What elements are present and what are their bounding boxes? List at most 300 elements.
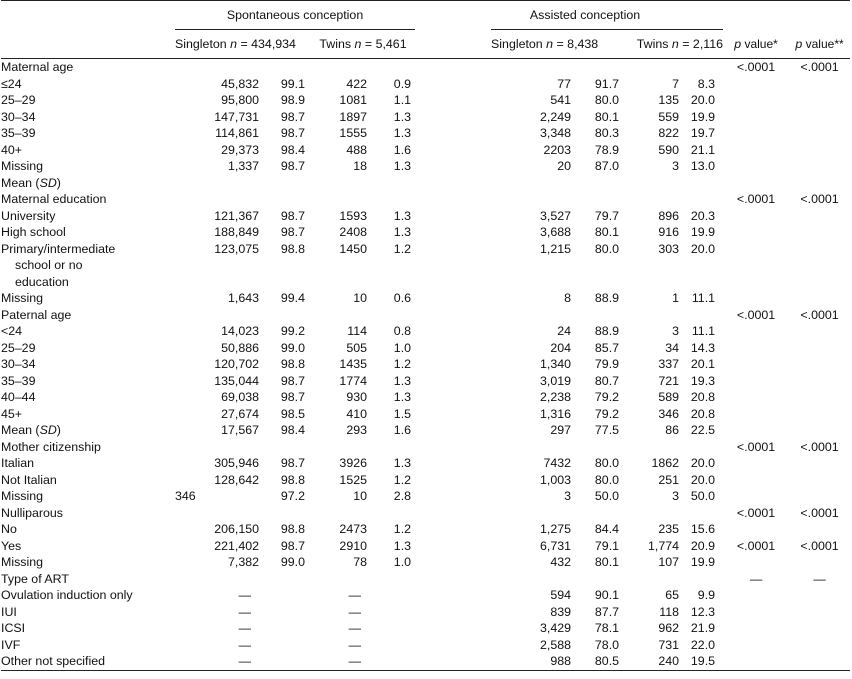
cell-as-twins-n: 3 <box>672 159 680 173</box>
cell-as-singleton-pct: 77.5 <box>594 423 620 437</box>
cell-as-twins-n: 7 <box>672 76 680 91</box>
table-row <box>1 637 850 654</box>
row-label: 25–29 <box>1 93 36 107</box>
cell-sp-twins-n: 2408 <box>339 225 367 239</box>
cell-sp-singleton-n: 305,946 <box>214 456 259 470</box>
cell-sp-twins-n: 410 <box>346 406 367 421</box>
table-row <box>1 323 850 340</box>
table-row <box>1 521 850 538</box>
row-label: 30–34 <box>1 357 36 371</box>
table-row <box>1 587 850 604</box>
p-value-star: <.0001 <box>736 439 776 454</box>
cell-as-singleton-pct: 88.9 <box>594 291 620 305</box>
cell-as-singleton-n: 1,340 <box>540 357 572 371</box>
cell-sp-singleton-pct <box>259 653 311 670</box>
cell-sp-singleton-n: 120,702 <box>214 357 259 371</box>
row-label: Missing <box>1 555 43 569</box>
cell-as-twins-n: 559 <box>658 109 680 124</box>
cell-sp-twins-pct: 1.6 <box>393 423 412 437</box>
cell-sp-singleton-pct: 98.4 <box>280 423 305 437</box>
row-label: University <box>1 208 56 223</box>
cell-as-twins-n: 251 <box>658 472 680 487</box>
cell-as-singleton-n: 204 <box>550 340 572 355</box>
cell-as-twins-pct: 11.1 <box>691 291 716 305</box>
cell-as-twins-pct: 22.5 <box>690 423 716 437</box>
cell-sp-singleton-n: 69,038 <box>221 390 259 404</box>
cell-sp-singleton-pct: 99.0 <box>280 340 305 355</box>
table-row <box>1 389 850 406</box>
cell-as-twins-n: 1,774 <box>648 538 680 553</box>
cell-sp-singleton-n: 135,044 <box>214 373 259 388</box>
cell-sp-twins-n: 1593 <box>339 208 367 223</box>
cell-as-singleton-n: 988 <box>491 653 571 670</box>
p-value-double-star: <.0001 <box>800 439 839 454</box>
cell-sp-twins-n: 3926 <box>339 456 367 470</box>
cell-sp-twins-pct: 1.1 <box>393 93 412 107</box>
table-row <box>1 290 850 307</box>
section-label: Maternal age <box>1 60 74 74</box>
cell-as-singleton-pct: 80.7 <box>594 373 620 388</box>
cell-as-singleton-pct: 80.3 <box>594 126 620 140</box>
cell-as-singleton-pct: 80.1 <box>594 109 620 124</box>
cell-sp-twins-n: 1555 <box>339 126 367 140</box>
row-label: 40+ <box>1 142 23 157</box>
cell-sp-twins-pct: 0.9 <box>393 76 412 91</box>
cell-as-twins-pct: 19.5 <box>679 653 723 670</box>
table-row <box>1 455 850 472</box>
cell-sp-twins-n: — <box>311 653 367 670</box>
table-row <box>1 538 850 555</box>
cell-as-singleton-pct: 79.9 <box>594 357 620 371</box>
cell-sp-twins-n: 10 <box>353 291 367 305</box>
cell-sp-singleton-pct: 99.2 <box>280 324 305 338</box>
p-value-star: <.0001 <box>736 192 776 206</box>
table-row <box>1 241 850 291</box>
table-row <box>1 175 850 192</box>
cell-as-twins-pct: 13.0 <box>690 159 716 173</box>
table-row <box>1 158 850 175</box>
row-label: Missing <box>1 489 43 503</box>
cell-as-twins-pct: 19.7 <box>690 126 716 140</box>
cell-sp-singleton-pct: 98.7 <box>280 208 305 223</box>
cell-sp-singleton-n: 17,567 <box>221 423 259 437</box>
cell-as-singleton-n: 7432 <box>543 456 572 470</box>
cell-sp-twins-n: 2473 <box>339 522 367 536</box>
cell-as-twins-n: 135 <box>658 93 680 107</box>
cell-sp-twins-n: 488 <box>346 142 367 157</box>
p-value-double-star: <.0001 <box>800 60 839 74</box>
cell-sp-singleton-pct: 98.8 <box>280 241 305 256</box>
p-value-star: <.0001 <box>736 60 776 74</box>
cell-as-singleton-n: 1,275 <box>540 522 572 536</box>
cell-sp-singleton-pct: 99.1 <box>280 76 305 91</box>
cell-as-twins-n: 65 <box>665 588 680 602</box>
cell-sp-singleton-n: 147,731 <box>214 109 259 124</box>
cell-as-twins-pct: 20.0 <box>690 456 716 470</box>
cell-sp-twins-pct: 1.3 <box>393 109 412 124</box>
cell-sp-singleton-n: 206,150 <box>214 522 259 536</box>
cell-sp-singleton-pct: 98.7 <box>280 456 305 470</box>
cell-sp-twins-pct <box>367 620 415 637</box>
cell-sp-twins-pct: 1.6 <box>393 142 412 157</box>
cell-sp-singleton-pct: 98.7 <box>280 373 305 388</box>
row-label: Other not specified <box>1 653 175 670</box>
p-value-double-star: — <box>813 571 826 586</box>
cell-sp-singleton-n: 188,849 <box>214 225 259 239</box>
cell-as-singleton-pct: 90.1 <box>594 588 620 602</box>
cell-as-singleton-n: 541 <box>550 93 572 107</box>
cell-as-singleton-n: 2,249 <box>540 109 572 124</box>
cell-as-singleton-n: 594 <box>550 588 572 602</box>
cell-sp-singleton-n: 346 <box>175 489 196 503</box>
cell-as-singleton-n: 8 <box>564 291 572 305</box>
cell-as-twins-n: 235 <box>658 522 680 536</box>
row-label: High school <box>1 225 66 239</box>
table-row <box>1 125 850 142</box>
table-row <box>1 620 850 637</box>
row-label: No <box>1 522 17 536</box>
cell-sp-twins-n: 1435 <box>339 357 367 371</box>
p-value-double-star: <.0001 <box>800 505 839 520</box>
cell-sp-twins-pct: 1.2 <box>393 522 412 536</box>
p-value-star: <.0001 <box>736 538 776 553</box>
cell-as-twins-n: 3 <box>672 489 680 503</box>
cell-sp-singleton-n: 114,861 <box>215 126 259 140</box>
cell-as-twins-pct: 20.3 <box>690 208 716 223</box>
cell-as-singleton-n: 1,003 <box>540 472 572 487</box>
cell-as-twins-pct: 20.8 <box>690 390 716 404</box>
row-label: <24 <box>1 324 23 338</box>
cell-sp-singleton-n: 7,382 <box>227 555 259 569</box>
row-label-continuation: school or no <box>15 258 83 272</box>
cell-sp-twins-n: 930 <box>346 390 367 404</box>
cell-sp-singleton-n: 128,642 <box>214 472 259 487</box>
row-label-continuation: education <box>15 274 69 289</box>
cell-as-twins-pct: 19.3 <box>690 373 716 388</box>
row-label: IVF <box>1 637 21 652</box>
cell-sp-singleton-n: 27,674 <box>221 406 259 421</box>
cell-sp-singleton-pct: 98.8 <box>280 522 305 536</box>
cell-as-singleton-n: 2203 <box>543 142 572 157</box>
table-body <box>1 59 850 671</box>
cell-as-singleton-pct: 80.5 <box>571 653 625 670</box>
cell-as-twins-n: 1 <box>672 291 680 305</box>
row-label: Not Italian <box>1 472 57 487</box>
cell-sp-singleton-n: 50,886 <box>221 340 259 355</box>
cell-sp-singleton-pct: 98.9 <box>280 93 305 107</box>
cell-sp-singleton-n: — <box>238 637 251 652</box>
cell-as-twins-pct: 8.3 <box>697 76 716 91</box>
cell-as-twins-pct: 15.6 <box>690 522 716 536</box>
cell-as-twins-pct: 19.9 <box>690 555 716 569</box>
row-label: 35–39 <box>1 373 36 388</box>
cell-sp-twins-n: — <box>348 637 361 652</box>
table-row <box>1 554 850 571</box>
cell-sp-twins-n: 10 <box>353 489 367 503</box>
cell-as-twins-n: 1862 <box>651 456 680 470</box>
cell-sp-singleton-pct: 98.4 <box>280 142 305 157</box>
cell-as-twins-pct: 50.0 <box>690 489 716 503</box>
cell-sp-singleton-n: 1,337 <box>227 159 259 173</box>
cell-sp-singleton-n: 14,023 <box>221 324 259 338</box>
cell-as-singleton-n: 3,348 <box>540 126 572 140</box>
cell-sp-twins-n: 78 <box>353 555 367 569</box>
cell-sp-singleton-pct: 98.7 <box>280 126 305 140</box>
cell-sp-twins-pct: 1.3 <box>393 159 412 173</box>
row-label: Yes <box>1 538 22 553</box>
cell-sp-twins-pct: 1.2 <box>393 472 412 487</box>
cell-sp-twins-pct: 1.0 <box>393 340 412 355</box>
cell-sp-twins-pct <box>367 604 415 621</box>
cell-sp-twins-pct: 1.3 <box>393 225 412 239</box>
cell-as-twins-pct: 20.0 <box>690 472 716 487</box>
cell-as-singleton-pct: 91.7 <box>594 76 620 91</box>
table-row <box>1 373 850 390</box>
group-spontaneous: Spontaneous conception <box>226 8 364 22</box>
cell-sp-twins-n: 293 <box>346 423 367 437</box>
cell-sp-twins-pct <box>367 587 415 604</box>
cell-as-singleton-pct: 84.4 <box>594 522 620 536</box>
cell-as-twins-pct: 19.9 <box>690 225 716 239</box>
cell-as-singleton-pct: 79.2 <box>594 390 620 404</box>
table-row <box>1 472 850 489</box>
section-label: Type of ART <box>1 571 69 586</box>
cell-sp-twins-pct: 1.3 <box>393 390 412 404</box>
cell-as-singleton-n: 3,527 <box>540 208 572 223</box>
cell-as-twins-n: 896 <box>658 208 680 223</box>
cell-sp-singleton-n: — <box>238 588 251 602</box>
row-label: Mean (SD) <box>1 423 61 437</box>
table-row <box>1 76 850 93</box>
table-row <box>1 340 850 357</box>
cell-sp-twins-pct: 1.3 <box>393 126 412 140</box>
cell-as-singleton-pct: 78.9 <box>594 142 620 157</box>
cell-sp-twins-n: 1774 <box>339 373 367 388</box>
cell-as-singleton-pct: 80.0 <box>594 93 620 107</box>
cell-as-singleton-pct: 80.0 <box>594 456 620 470</box>
cell-as-singleton-n: 1,316 <box>540 406 572 421</box>
cell-as-singleton-pct: 88.9 <box>594 324 620 338</box>
cell-as-singleton-n: 2,238 <box>540 390 572 404</box>
cell-sp-twins-n: 422 <box>346 76 367 91</box>
cell-sp-singleton-pct: 98.7 <box>280 225 305 239</box>
cell-sp-twins-pct: 0.8 <box>393 324 412 338</box>
cell-sp-singleton-n: 95,800 <box>221 93 259 107</box>
cell-as-singleton-pct: 80.0 <box>594 241 620 256</box>
cell-sp-singleton-pct: 98.7 <box>280 538 305 553</box>
cell-as-twins-n: 731 <box>658 637 680 652</box>
col-assist-singleton: Singleton n = 8,438 <box>491 30 625 59</box>
section-row <box>1 505 850 522</box>
cell-as-singleton-n: 24 <box>557 324 572 338</box>
cell-as-singleton-n: 3,429 <box>540 621 572 635</box>
cell-sp-twins-n: 2910 <box>339 538 367 553</box>
cell-as-singleton-n: 3,019 <box>540 373 572 388</box>
cell-as-twins-n: 337 <box>658 357 680 371</box>
cell-sp-singleton-n: — <box>238 621 251 635</box>
cell-sp-singleton-pct: 98.7 <box>280 109 305 124</box>
table-row <box>1 109 850 126</box>
row-label: Ovulation induction only <box>1 588 133 602</box>
cell-as-twins-pct: 22.0 <box>690 637 716 652</box>
section-row <box>1 439 850 456</box>
cell-as-twins-n: 590 <box>658 142 680 157</box>
cell-sp-singleton-n: 29,373 <box>221 142 259 157</box>
cell-as-twins-pct: 11.1 <box>691 324 716 338</box>
cell-as-singleton-n: 839 <box>550 604 572 619</box>
cell-sp-singleton-n: 45,832 <box>221 76 259 91</box>
table-row <box>1 142 850 159</box>
cell-sp-twins-n: 505 <box>346 340 367 355</box>
cell-sp-twins-pct <box>367 653 415 670</box>
cell-sp-twins-n: 114 <box>347 324 367 338</box>
row-label: 40–44 <box>1 390 36 404</box>
row-label: Missing <box>1 291 43 305</box>
cell-sp-twins-pct: 1.2 <box>393 241 412 256</box>
section-row <box>1 191 850 208</box>
cell-as-singleton-pct: 79.2 <box>594 406 620 421</box>
cell-as-twins-n: 86 <box>665 423 680 437</box>
cell-sp-singleton-n: — <box>238 604 251 619</box>
table-row <box>1 208 850 225</box>
section-label: Maternal education <box>1 192 107 206</box>
cell-sp-singleton-pct: 98.5 <box>280 406 305 421</box>
table-row <box>1 604 850 621</box>
cell-as-twins-pct: 9.9 <box>697 588 716 602</box>
p-value-double-star: <.0001 <box>800 538 839 553</box>
col-assist-twins: Twins n = 2,116 <box>625 30 723 59</box>
cell-as-twins-pct: 20.8 <box>690 406 716 421</box>
cell-sp-singleton-pct: 98.7 <box>280 390 305 404</box>
cell-as-twins-pct: 20.0 <box>690 241 716 256</box>
cell-sp-twins-pct: 0.6 <box>393 291 412 305</box>
cell-as-singleton-n: 2,588 <box>540 637 572 652</box>
cell-sp-singleton-n: 221,402 <box>214 538 259 553</box>
cell-as-twins-n: 34 <box>665 340 680 355</box>
cell-as-singleton-pct: 78.1 <box>594 621 620 635</box>
cell-as-singleton-pct: 79.7 <box>594 208 620 223</box>
col-p-value-1: p value* <box>723 30 789 59</box>
cell-sp-singleton-pct: 99.0 <box>280 555 305 569</box>
cell-as-singleton-pct: 85.7 <box>594 340 620 355</box>
cell-as-twins-pct: 20.9 <box>690 538 716 553</box>
cell-as-singleton-n: 297 <box>550 423 572 437</box>
cell-as-twins-n: 118 <box>659 604 680 619</box>
cell-sp-singleton-pct: 98.8 <box>280 472 305 487</box>
cell-as-twins-n: 822 <box>658 126 680 140</box>
p-value-double-star: <.0001 <box>800 307 839 322</box>
cell-as-twins-n: 962 <box>658 621 680 635</box>
col-p-value-2: p value** <box>789 30 850 59</box>
row-label: Missing <box>1 159 43 173</box>
cell-as-twins-n: 107 <box>658 555 680 569</box>
cell-as-singleton-pct: 87.7 <box>594 604 620 619</box>
data-table <box>1 0 850 671</box>
table-row <box>1 653 850 670</box>
cell-sp-singleton-pct: 99.4 <box>280 291 305 305</box>
cell-as-twins-pct: 14.3 <box>690 340 716 355</box>
group-assisted: Assisted conception <box>529 8 641 22</box>
cell-as-twins-pct: 19.9 <box>690 109 716 124</box>
cell-as-twins-pct: 21.9 <box>690 621 716 635</box>
cell-as-twins-pct: 21.1 <box>690 142 716 157</box>
cell-as-twins-n: 240 <box>625 653 679 670</box>
cell-sp-singleton-pct <box>259 620 311 637</box>
cell-sp-twins-pct: 2.8 <box>393 489 412 503</box>
cell-sp-twins-n: 1450 <box>339 241 367 256</box>
cell-sp-twins-n: 18 <box>353 159 367 173</box>
section-label: Mother citizenship <box>1 439 101 454</box>
cell-as-singleton-n: 3 <box>564 489 572 503</box>
cell-as-singleton-pct: 79.1 <box>594 538 620 553</box>
cell-sp-twins-n: 1081 <box>339 93 367 107</box>
cell-as-singleton-pct: 87.0 <box>594 159 620 173</box>
p-value-double-star: <.0001 <box>800 192 839 206</box>
cell-sp-twins-n: — <box>348 621 361 635</box>
cell-sp-twins-n: 1525 <box>339 472 367 487</box>
cell-as-singleton-pct: 50.0 <box>594 489 620 503</box>
cell-sp-twins-pct: 1.3 <box>393 208 412 223</box>
section-row <box>1 571 850 588</box>
row-label: 25–29 <box>1 340 36 355</box>
cell-as-twins-pct: 20.0 <box>690 93 716 107</box>
cell-sp-twins-pct: 1.3 <box>393 373 412 388</box>
cell-sp-singleton-pct: 98.8 <box>280 357 305 371</box>
p-value-star: <.0001 <box>736 307 776 322</box>
section-row <box>1 307 850 324</box>
cell-as-twins-n: 589 <box>658 390 680 404</box>
cell-sp-singleton-n: 1,643 <box>227 291 259 305</box>
cell-sp-twins-pct: 1.5 <box>393 406 412 421</box>
cell-sp-singleton-pct <box>259 637 311 654</box>
section-label: Nulliparous <box>1 505 63 520</box>
table-row <box>1 92 850 109</box>
cell-as-singleton-n: 1,215 <box>540 241 572 256</box>
header-column-row <box>1 30 850 59</box>
cell-sp-singleton-n: 123,075 <box>214 241 259 256</box>
cell-as-singleton-pct: 78.0 <box>594 637 620 652</box>
cell-as-twins-n: 916 <box>658 225 680 239</box>
cell-as-singleton-n: 432 <box>550 555 572 569</box>
section-label: Paternal age <box>1 307 72 322</box>
cell-sp-twins-pct: 1.3 <box>393 456 412 470</box>
col-spont-twins: Twins n = 5,461 <box>311 30 415 59</box>
row-label: Italian <box>1 456 35 470</box>
cell-as-twins-pct: 20.1 <box>690 357 716 371</box>
p-value-star: — <box>749 571 763 586</box>
row-label: 35–39 <box>1 126 36 140</box>
cell-as-singleton-n: 20 <box>557 159 572 173</box>
cell-sp-twins-n: — <box>348 588 361 602</box>
header-group-row <box>1 1 850 30</box>
cell-sp-twins-pct: 1.0 <box>393 555 412 569</box>
cell-as-singleton-n: 3,688 <box>540 225 572 239</box>
table-row <box>1 488 850 505</box>
row-label: Mean (SD) <box>1 175 61 190</box>
cell-sp-twins-pct: 1.3 <box>393 538 412 553</box>
col-spont-singleton: Singleton n = 434,934 <box>175 30 311 59</box>
row-label: Primary/intermediate school or no education <box>1 241 175 291</box>
cell-sp-singleton-n: 121,367 <box>214 208 259 223</box>
cell-as-singleton-pct: 80.0 <box>594 472 620 487</box>
cell-sp-twins-pct <box>367 637 415 654</box>
cell-as-twins-n: 3 <box>672 324 680 338</box>
cell-sp-singleton-n: — <box>175 653 259 670</box>
cell-as-twins-pct: 12.3 <box>690 604 716 619</box>
cell-sp-twins-pct: 1.2 <box>393 357 412 371</box>
table-row <box>1 356 850 373</box>
cell-as-twins-n: 303 <box>658 241 680 256</box>
